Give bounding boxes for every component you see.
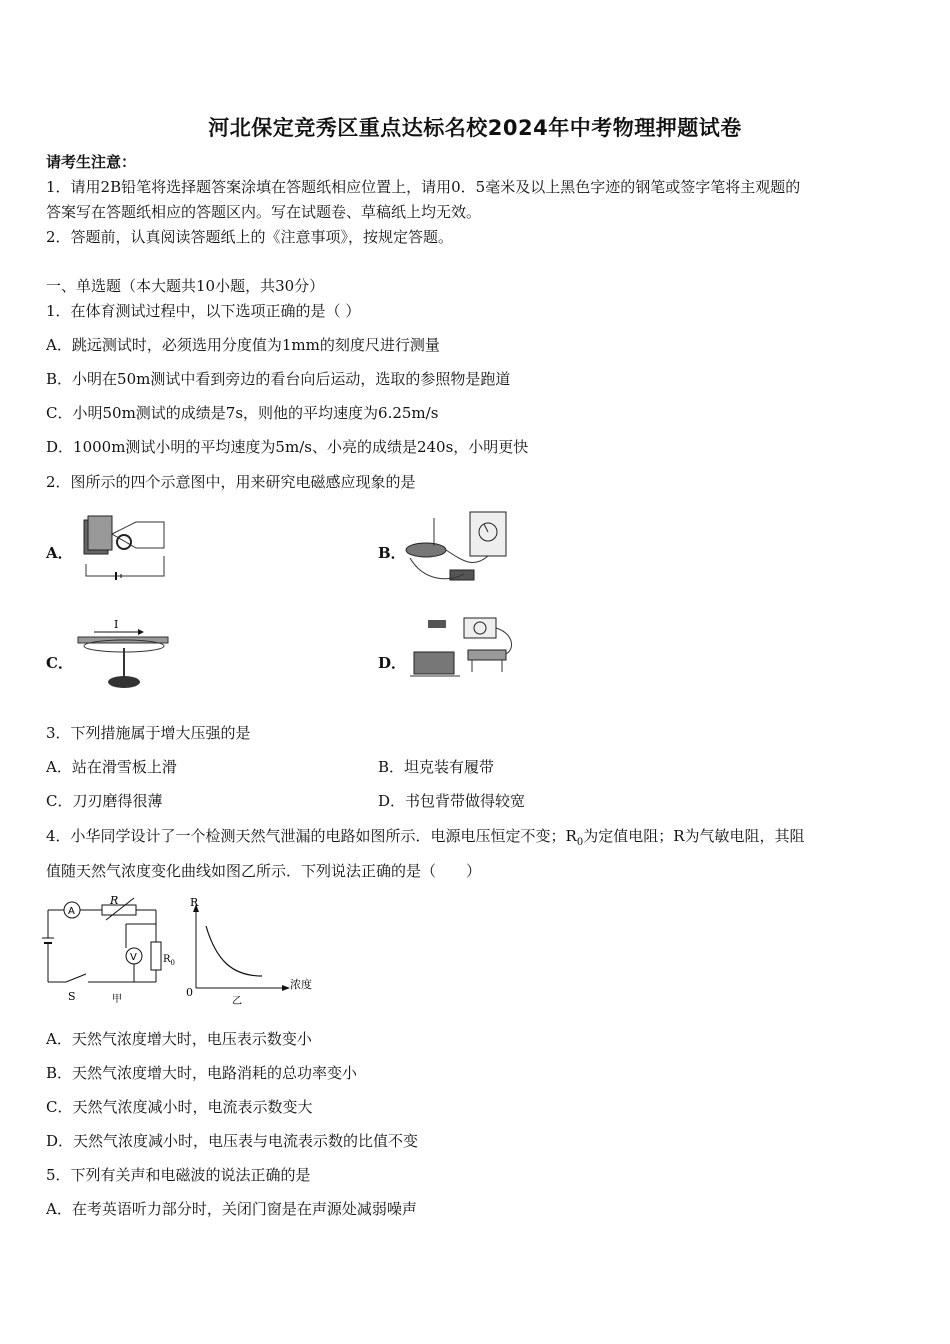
q4-resistor-r-label: R [110, 896, 119, 907]
q5-option-a: A．在考英语听力部分时，关闭门窗是在声源处减弱噪声 [46, 1200, 417, 1218]
q1-stem: 1．在体育测试过程中，以下选项正确的是（ ） [46, 302, 361, 320]
notice-line-1: 1．请用2B铅笔将选择题答案涂填在答题纸相应位置上，请用0．5毫米及以上黑色字迹的钢笔或签字笔将主观题的 [46, 178, 801, 196]
q3-option-d: D．书包背带做得较宽 [378, 792, 526, 810]
q3-stem: 3．下列措施属于增大压强的是 [46, 724, 251, 742]
q4-voltmeter-label: V [130, 952, 137, 963]
q4-option-d: D．天然气浓度减小时，电压表与电流表示数的比值不变 [46, 1132, 419, 1150]
q2-figure-c-oersted [76, 618, 172, 690]
q4-stem-line-1 [46, 826, 805, 853]
q4-graph-curve [206, 926, 262, 976]
q4-caption-right: 乙 [232, 996, 242, 1006]
q3-option-a: A．站在滑雪板上滑 [46, 758, 177, 776]
q2-figure-a-motor [76, 512, 172, 584]
q1-option-b: B．小明在50m测试中看到旁边的看台向后运动，选取的参照物是跑道 [46, 370, 511, 388]
q2-option-a-label: A． [46, 544, 73, 562]
q4-stem-part-2: 为定值电阻；R为气敏电阻，其阻 [583, 827, 805, 845]
q5-stem: 5．下列有关声和电磁波的说法正确的是 [46, 1166, 311, 1184]
q4-ammeter-label: A [68, 906, 75, 917]
q2-option-b-label: B． [378, 544, 406, 562]
q4-caption-left: 甲 [112, 994, 122, 1005]
page-title: 河北保定竞秀区重点达标名校2024年中考物理押题试卷 [208, 116, 742, 140]
q1-option-a: A．跳远测试时，必须选用分度值为1mm的刻度尺进行测量 [46, 336, 440, 354]
q4-option-b: B．天然气浓度增大时，电路消耗的总功率变小 [46, 1064, 358, 1082]
q4-switch-label: S [68, 990, 76, 1003]
q3-option-b: B．坦克装有履带 [378, 758, 495, 776]
q4-r0-label [163, 954, 175, 967]
q4-option-c: C．天然气浓度减小时，电流表示数变大 [46, 1098, 313, 1116]
notice-heading: 请考生注意： [46, 153, 137, 171]
q2-figure-b-coil-meter [404, 508, 522, 588]
q1-option-c: C．小明50m测试的成绩是7s，则他的平均速度为6.25m/s [46, 404, 439, 422]
notice-line-2: 答案写在答题纸相应的答题区内。写在试题卷、草稿纸上均无效。 [46, 203, 482, 221]
q2-stem: 2．图所示的四个示意图中，用来研究电磁感应现象的是 [46, 473, 416, 491]
q4-graph-origin: 0 [186, 986, 193, 999]
q4-r0-letter: R [163, 954, 171, 965]
q4-graph-x-label: 浓度 [290, 978, 312, 991]
q4-graph-y-label: R [190, 896, 199, 909]
q2-option-d-label: D． [378, 654, 407, 672]
q4-stem-sub: 0 [576, 837, 584, 848]
section-heading: 一、单选题（本大题共10小题，共30分） [46, 277, 325, 295]
q1-option-d: D．1000m测试小明的平均速度为5m/s、小亮的成绩是240s，小明更快 [46, 438, 529, 456]
q2-option-c-label: C． [46, 654, 73, 672]
q3-option-c: C．刀刃磨得很薄 [46, 792, 163, 810]
q2-figure-c-current-label: I [114, 618, 119, 631]
q4-stem-line-2: 值随天然气浓度变化曲线如图乙所示．下列说法正确的是（ ） [46, 862, 482, 880]
q4-option-a: A．天然气浓度增大时，电压表示数变小 [46, 1030, 312, 1048]
q2-figure-d-generator [404, 614, 522, 686]
q4-r0-sub: 0 [170, 959, 175, 967]
q4-stem-part-1: 4．小华同学设计了一个检测天然气泄漏的电路如图所示．电源电压恒定不变；R [46, 827, 577, 845]
notice-line-3: 2．答题前，认真阅读答题纸上的《注意事项》，按规定答题。 [46, 228, 454, 246]
q4-figure [40, 896, 330, 1006]
